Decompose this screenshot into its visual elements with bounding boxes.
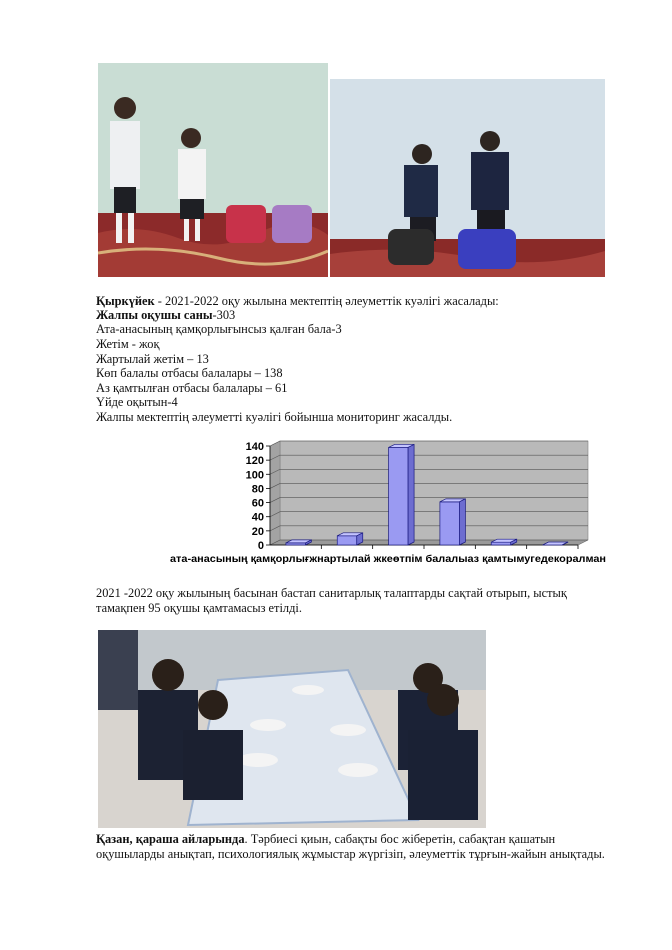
- chart-wall: [270, 441, 588, 545]
- y-tick-label: 100: [245, 469, 264, 482]
- bar: [337, 536, 357, 545]
- heading-text: - 2021-2022 оқу жылына мектептің әлеуметтік куәлігі жасалады:: [154, 294, 499, 308]
- y-tick-label: 0: [257, 540, 264, 552]
- social-passport-chart: [168, 440, 608, 568]
- y-tick-label: 120: [245, 455, 264, 468]
- total-label: Жалпы оқушы саны: [96, 308, 213, 322]
- y-tick-label: 20: [251, 525, 264, 538]
- chart-floor: [270, 540, 588, 545]
- x-tick-labels: ата-анасының қамқорлығжнартылай жкеөтпім балалыаз қамтымугедекоралман: [170, 553, 606, 565]
- stat-line: Ата-анасының қамқорлығынсыз қалған бала-3: [96, 322, 342, 336]
- chart-side-wall: [270, 441, 280, 545]
- stat-line: Жартылай жетім – 13: [96, 352, 209, 366]
- october-text: . Тәрбиесі қиын, сабақты бос жіберетін, сабақтан қашатын оқушыларды анықтап, психологиялық жұмыстар жүргізіп, әлеуметтік тұрғын-жайын анықтады.: [96, 832, 605, 861]
- y-tick-label: 60: [251, 497, 264, 510]
- total-value: -303: [212, 308, 236, 322]
- total-students-line: [96, 308, 235, 322]
- stat-line: Жетім - жоқ: [96, 337, 160, 351]
- stat-line: Жалпы мектептің әлеуметті куәлігі бойынша мониторинг жасалды.: [96, 410, 453, 424]
- stat-line: Көп балалы отбасы балалары – 138: [96, 366, 283, 380]
- photo-two-boys: [330, 79, 605, 277]
- september-heading-line: [96, 294, 499, 308]
- y-tick-label: 140: [245, 441, 264, 453]
- bar: [440, 502, 460, 545]
- bar: [491, 542, 511, 545]
- october-november-paragraph: [96, 832, 606, 862]
- bar-side: [459, 499, 465, 545]
- photo-two-girls: [98, 63, 328, 277]
- months-label: Қазан, қараша айларында: [96, 832, 245, 846]
- y-tick-label: 40: [251, 511, 264, 524]
- y-tick-label: 80: [251, 483, 264, 496]
- bar-chart-svg: [168, 440, 608, 568]
- hot-meals-paragraph: 2021 -2022 оқу жылының басынан бастап санитарлық талаптарды сақтай отырып, ыстық тамақпен 95 оқушы қамтамасыз етілді.: [96, 586, 567, 615]
- stat-line: Үйде оқытын-4: [96, 395, 178, 409]
- stat-line: Аз қамтылған отбасы балалары – 61: [96, 381, 288, 395]
- photo-students-dining: [98, 630, 486, 828]
- bar-side: [408, 444, 414, 545]
- bar: [389, 447, 409, 545]
- month-label: Қыркүйек: [96, 294, 155, 308]
